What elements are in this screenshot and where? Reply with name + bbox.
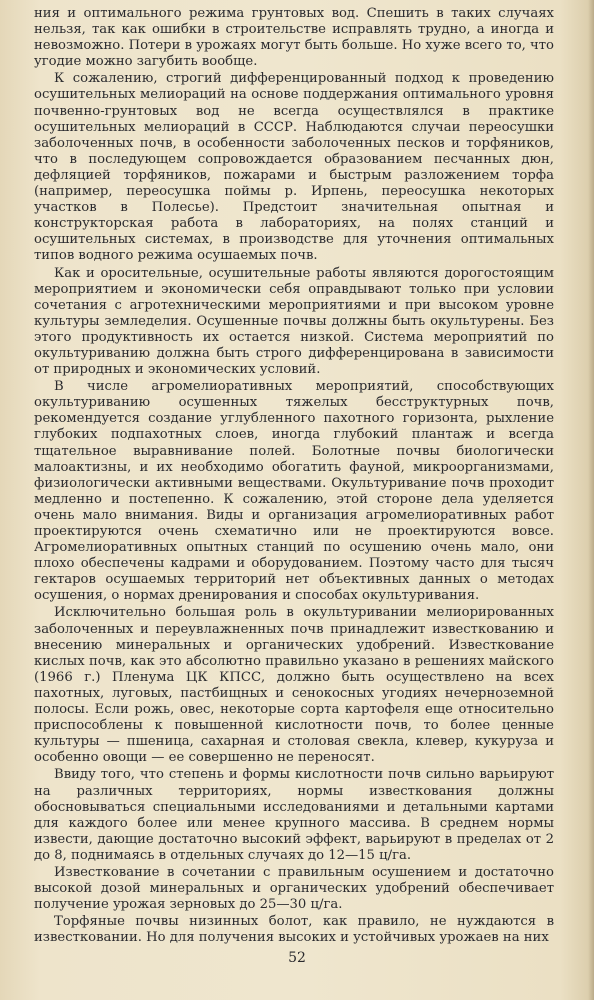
body-text [34,6,554,946]
paragraph-7: Известкование в сочетании с правильным осушением и достаточно высокой дозой минеральных и органических удобрений обеспечивает получение урожая зерновых до 25—30 ц/га. [34,864,554,913]
paragraph-5: Исключительно большая роль в окультуривании мелиорированных заболоченных и переувлажненных почв принадлежит известкованию и внесению минеральных и органических удобрений. Известкование кислых почв, как это абсолютно правильно указано в решениях майского (1966 г.) Пленума ЦК КПСС, должно быть осуществлено на всех пахотных, луговых, пастбищных и сенокосных угодиях нечерноземной полосы. Если рожь, овес, некоторые сорта картофеля еще относительно приспособлены к повышенной кислотности почв, то более ценные культуры — пшеница, сахарная и столовая свекла, клевер, кукуруза и особенно овощи — ее совершенно не переносят. [34,605,554,766]
page-number: 52 [288,950,306,966]
paragraph-6: Ввиду того, что степень и формы кислотности почв сильно варьируют на различных территориях, нормы известкования должны обосновываться специальными исследованиями и детальными картами для каждого более или менее крупного массива. В среднем нормы извести, дающие достаточно высокий эффект, варьируют в пределах от 2 до 8, поднимаясь в отдельных случаях до 12—15 ц/га. [34,767,554,863]
page-edge-shadow [588,0,594,1000]
paragraph-3: Как и оросительные, осушительные работы являются дорогостоящим мероприятием и экономически себя оправдывают только при условии сочетания с агротехническими мероприятиями и при высоком уровне культуры земледелия. Осушенные почвы должны быть окультурены. Без этого продуктивность их остается низкой. Система мероприятий по окультуриванию должна быть строго дифференцирована в зависимости от природных и экономических условий. [34,265,554,378]
paragraph-2: К сожалению, строгий дифференцированный подход к проведению осушительных мелиораций на основе поддержания оптимального уровня почвенно-грунтовых вод не всегда осуществлялся в практике осушительных мелиораций в СССР. Наблюдаются случаи переосушки заболоченных почв, в особенности заболоченных песков и торфяников, что в последующем сопровождается образованием песчанных дюн, дефляцией торфяников, пожарами и быстрым разложением торфа (например, переосушка поймы р. Ирпень, переосушка некоторых участков в Полесье). Предстоит значительная опытная и конструкторская работа в лабораториях, на полях станций и осушительных системах, в производстве для уточнения оптимальных типов водного режима осушаемых почв. [34,71,554,264]
paragraph-1: ния и оптимального режима грунтовых вод. Спешить в таких случаях нельзя, так как ошибки в строительстве исправлять трудно, а иногда и невозможно. Потери в урожаях могут быть больше. Но хуже всего то, что угодие можно загубить вообще. [34,6,554,70]
paragraph-4: В числе агромелиоративных мероприятий, способствующих окультуриванию осушенных тяжелых бесструктурных почв, рекомендуется создание углубленного пахотного горизонта, рыхление глубоких подпахотных слоев, иногда глубокий плантаж и всегда тщательное выравнивание полей. Болотные почвы биологически малоактизны, и их необходимо обогатить фауной, микроорганизмами, физиологически активными веществами. Окультуривание почв проходит медленно и постепенно. К сожалению, этой стороне дела уделяется очень мало внимания. Виды и организация агромелиоративных работ проектируются очень схематично или не проектируются вовсе. Агромелиоративных опытных станций по осушению очень мало, они плохо обеспечены кадрами и оборудованием. Поэтому часто для тысяч гектаров осушаемых территорий нет объективных данных о методах осушения, о нормах дренирования и способах окультуривания. [34,379,554,604]
paragraph-8: Торфяные почвы низинных болот, как правило, не нуждаются в известковании. Но для получения высоких и устойчивых урожаев на них [34,914,554,946]
